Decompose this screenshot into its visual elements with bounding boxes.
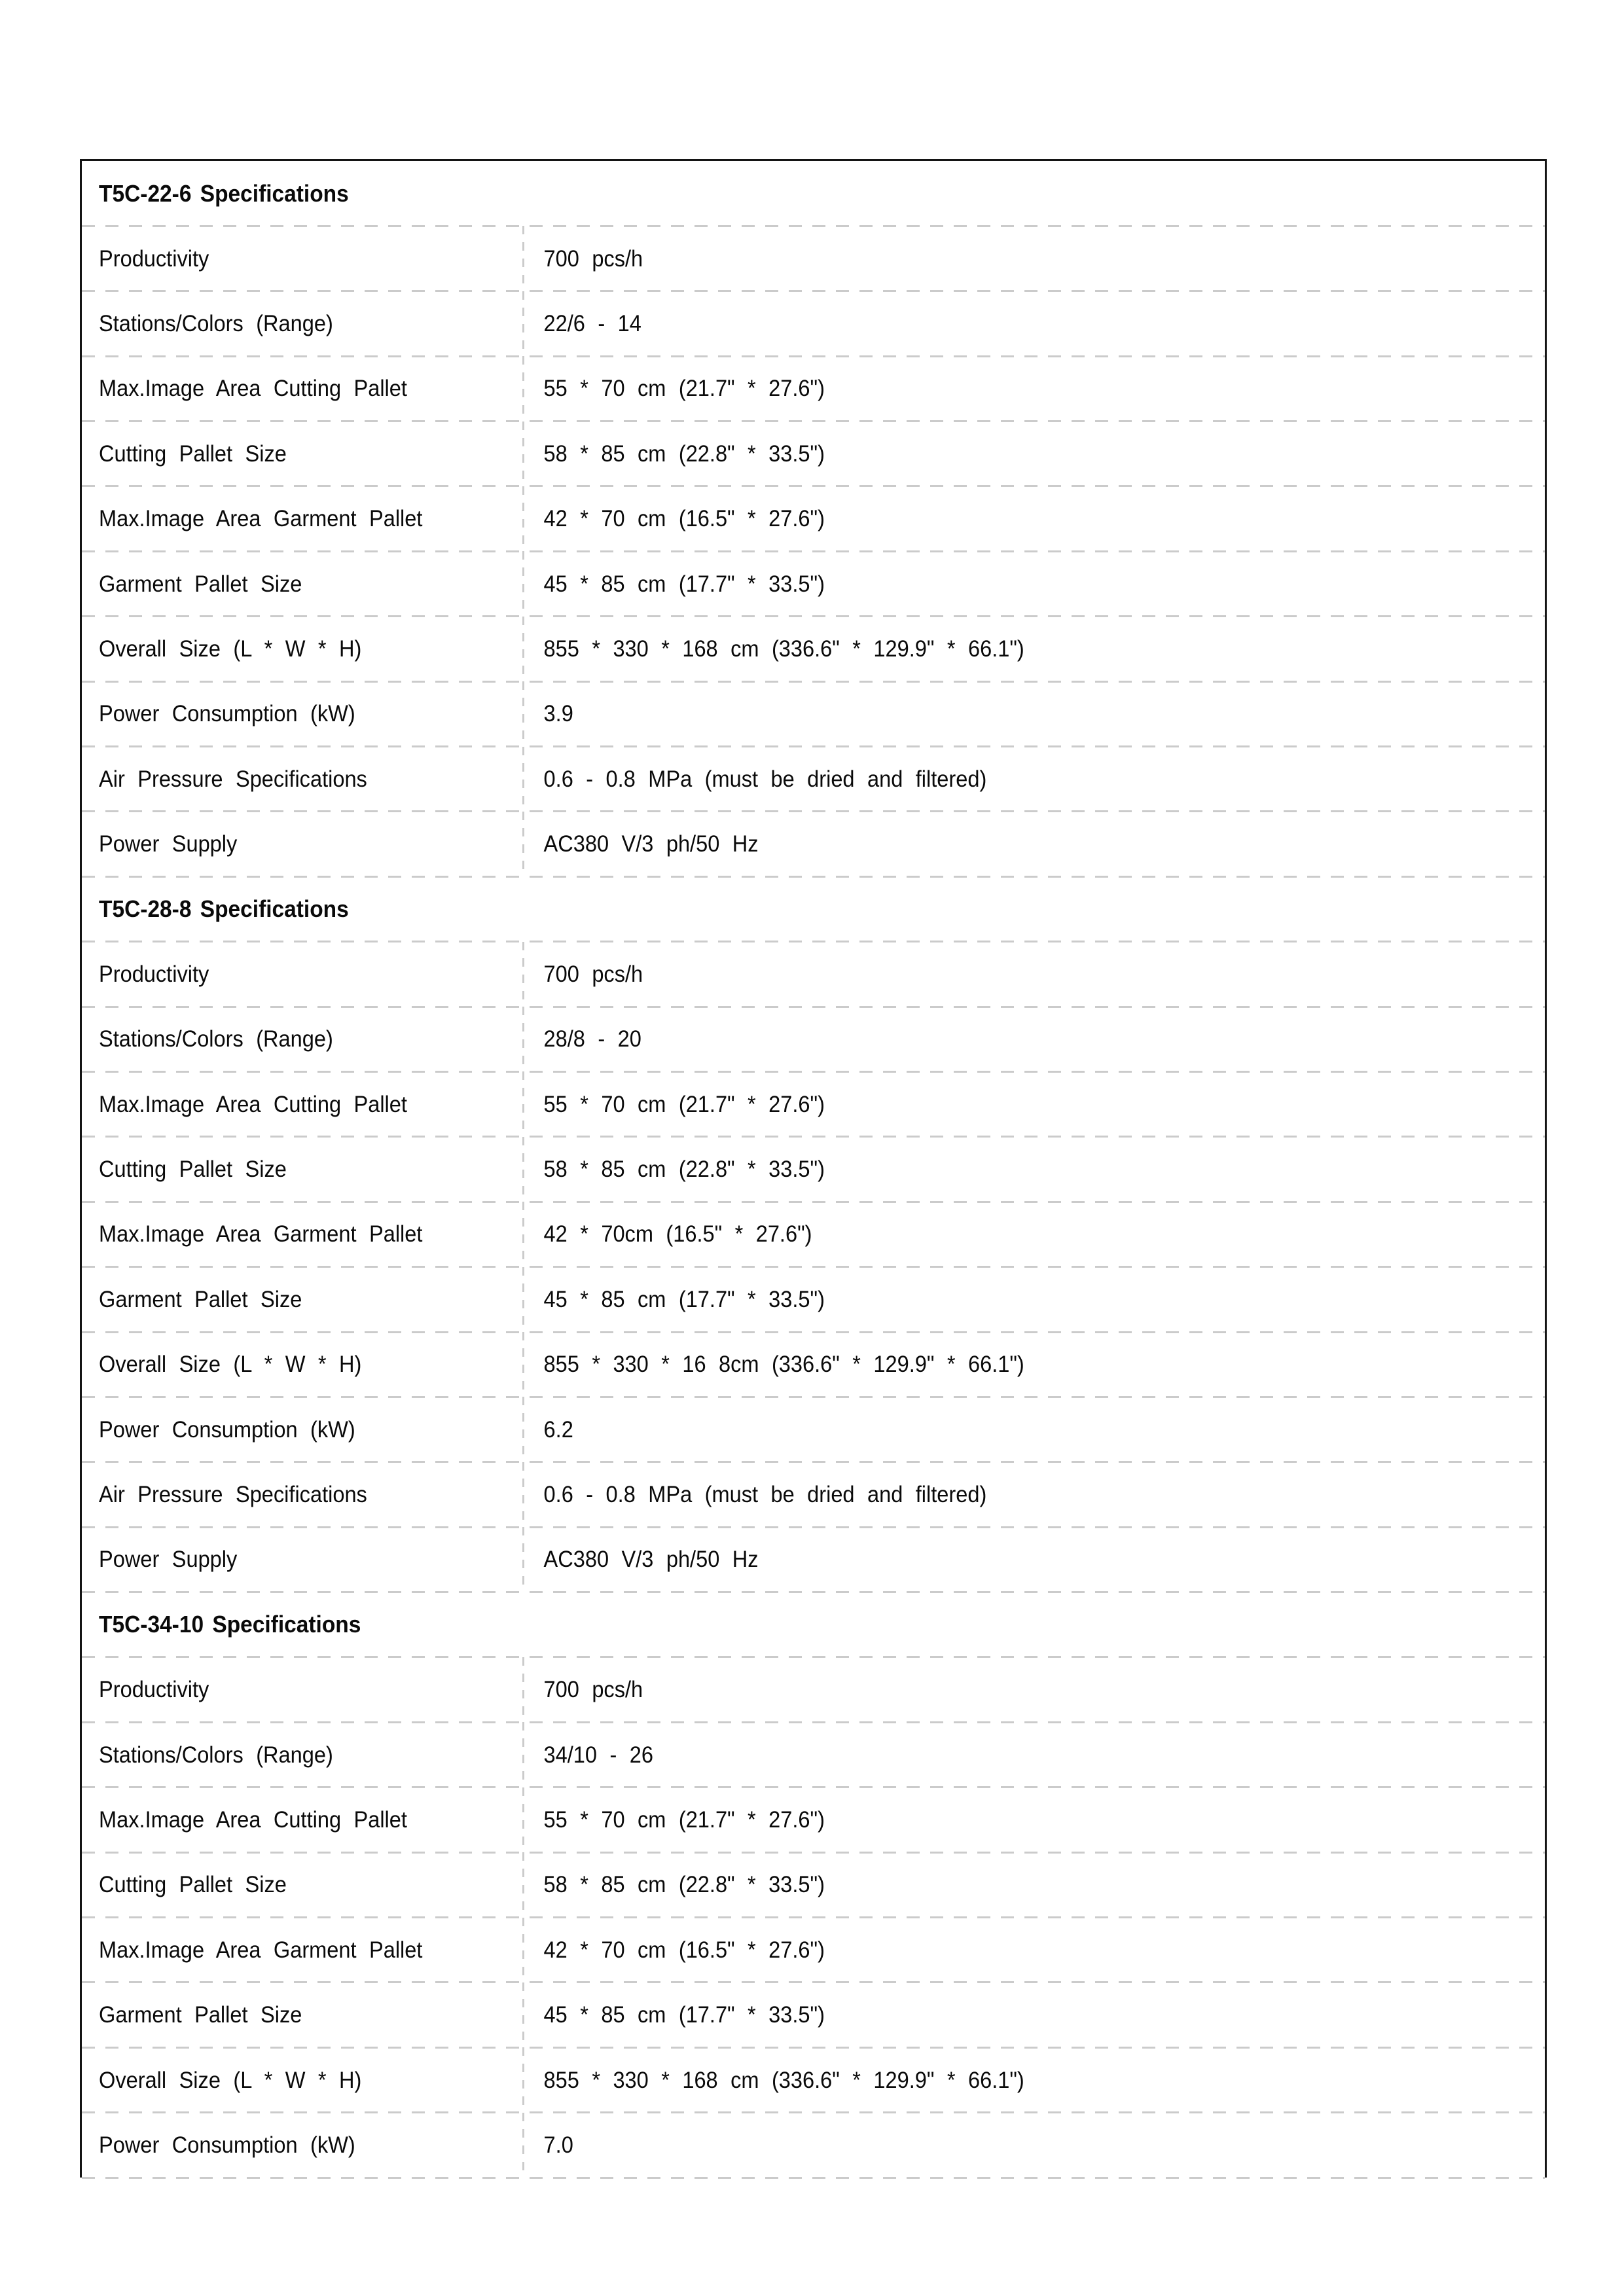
table-row — [82, 422, 1545, 486]
spec-label: Max.Image Area Cutting Pallet — [99, 376, 407, 402]
table-row — [82, 1527, 1545, 1592]
table-row — [82, 1787, 1545, 1852]
table-row — [82, 1397, 1545, 1462]
table-row — [82, 2047, 1545, 2112]
spec-value: 700 pcs/h — [543, 245, 643, 272]
table-row — [82, 1657, 1545, 1722]
table-row — [82, 356, 1545, 421]
section-title: T5C-28-8 Specifications — [99, 895, 349, 922]
spec-label: Power Consumption (kW) — [99, 701, 355, 727]
table-row — [82, 1982, 1545, 2047]
table-row — [82, 1202, 1545, 1266]
table-row — [82, 681, 1545, 746]
table-row — [82, 617, 1545, 681]
section-header-row — [82, 1592, 1545, 1657]
spec-value: 42 * 70 cm (16.5" * 27.6") — [543, 1937, 825, 1963]
spec-value: AC380 V/3 ph/50 Hz — [543, 831, 759, 857]
section-title: T5C-34-10 Specifications — [99, 1611, 361, 1638]
spec-label: Overall Size (L * W * H) — [99, 2067, 362, 2093]
table-row — [82, 1332, 1545, 1397]
table-row — [82, 2113, 1545, 2178]
table-row — [82, 1852, 1545, 1917]
spec-label: Power Supply — [99, 831, 238, 857]
section-title: T5C-22-6 Specifications — [99, 179, 349, 207]
spec-label: Garment Pallet Size — [99, 1286, 302, 1312]
spec-label: Garment Pallet Size — [99, 571, 302, 597]
table-row — [82, 486, 1545, 551]
spec-label: Overall Size (L * W * H) — [99, 636, 362, 662]
specifications-table — [80, 159, 1547, 2178]
spec-value: 855 * 330 * 16 8cm (336.6" * 129.9" * 66.1") — [543, 1352, 1024, 1378]
spec-value: 0.6 - 0.8 MPa (must be dried and filtered) — [543, 1482, 987, 1507]
table-row — [82, 1918, 1545, 1982]
table-row — [82, 226, 1545, 291]
spec-label: Power Consumption (kW) — [99, 1416, 355, 1443]
spec-label: Productivity — [99, 961, 209, 987]
spec-value: 42 * 70 cm (16.5" * 27.6") — [543, 506, 825, 532]
spec-label: Max.Image Area Cutting Pallet — [99, 1806, 407, 1833]
spec-label: Air Pressure Specifications — [99, 766, 367, 792]
spec-label: Max.Image Area Garment Pallet — [99, 1221, 423, 1247]
section-header-row — [82, 876, 1545, 941]
spec-label: Cutting Pallet Size — [99, 440, 287, 467]
spec-value: 45 * 85 cm (17.7" * 33.5") — [543, 2002, 825, 2028]
spec-label: Cutting Pallet Size — [99, 1872, 287, 1898]
spec-value: 45 * 85 cm (17.7" * 33.5") — [543, 571, 825, 597]
spec-value: 34/10 - 26 — [543, 1742, 653, 1768]
spec-label: Productivity — [99, 245, 209, 272]
spec-value: 3.9 — [543, 701, 573, 727]
spec-label: Stations/Colors (Range) — [99, 310, 333, 336]
spec-value: 700 pcs/h — [543, 961, 643, 987]
table-row — [82, 1007, 1545, 1071]
table-row — [82, 551, 1545, 616]
table-row — [82, 747, 1545, 812]
spec-value: 58 * 85 cm (22.8" * 33.5") — [543, 1872, 825, 1898]
spec-value: 58 * 85 cm (22.8" * 33.5") — [543, 1157, 825, 1183]
spec-value: 0.6 - 0.8 MPa (must be dried and filtered) — [543, 766, 987, 792]
spec-label: Max.Image Area Garment Pallet — [99, 1937, 423, 1963]
spec-label: Productivity — [99, 1677, 209, 1703]
spec-value: 855 * 330 * 168 cm (336.6" * 129.9" * 66.1") — [543, 636, 1024, 662]
spec-label: Air Pressure Specifications — [99, 1482, 367, 1507]
section-header-row — [82, 161, 1545, 226]
spec-label: Cutting Pallet Size — [99, 1157, 287, 1183]
spec-label: Overall Size (L * W * H) — [99, 1352, 362, 1378]
spec-value: AC380 V/3 ph/50 Hz — [543, 1547, 759, 1573]
table-row — [82, 291, 1545, 356]
spec-label: Garment Pallet Size — [99, 2002, 302, 2028]
spec-value: 6.2 — [543, 1416, 573, 1443]
spec-label: Power Consumption (kW) — [99, 2132, 355, 2158]
spec-value: 700 pcs/h — [543, 1677, 643, 1703]
spec-value: 58 * 85 cm (22.8" * 33.5") — [543, 440, 825, 467]
table-row — [82, 1071, 1545, 1136]
spec-value: 55 * 70 cm (21.7" * 27.6") — [543, 1806, 825, 1833]
table-row — [82, 812, 1545, 876]
table-row — [82, 1462, 1545, 1527]
spec-value: 55 * 70 cm (21.7" * 27.6") — [543, 376, 825, 402]
spec-value: 28/8 - 20 — [543, 1026, 641, 1052]
spec-label: Max.Image Area Cutting Pallet — [99, 1091, 407, 1117]
table-row — [82, 1722, 1545, 1787]
spec-label: Power Supply — [99, 1547, 238, 1573]
table-row — [82, 942, 1545, 1007]
spec-label: Stations/Colors (Range) — [99, 1026, 333, 1052]
spec-value: 45 * 85 cm (17.7" * 33.5") — [543, 1286, 825, 1312]
spec-value: 42 * 70cm (16.5" * 27.6") — [543, 1221, 812, 1247]
table-row — [82, 1137, 1545, 1202]
spec-value: 7.0 — [543, 2132, 573, 2158]
spec-label: Max.Image Area Garment Pallet — [99, 506, 423, 532]
table-row — [82, 1267, 1545, 1332]
spec-value: 855 * 330 * 168 cm (336.6" * 129.9" * 66.1") — [543, 2067, 1024, 2093]
spec-value: 22/6 - 14 — [543, 310, 641, 336]
spec-label: Stations/Colors (Range) — [99, 1742, 333, 1768]
spec-value: 55 * 70 cm (21.7" * 27.6") — [543, 1091, 825, 1117]
